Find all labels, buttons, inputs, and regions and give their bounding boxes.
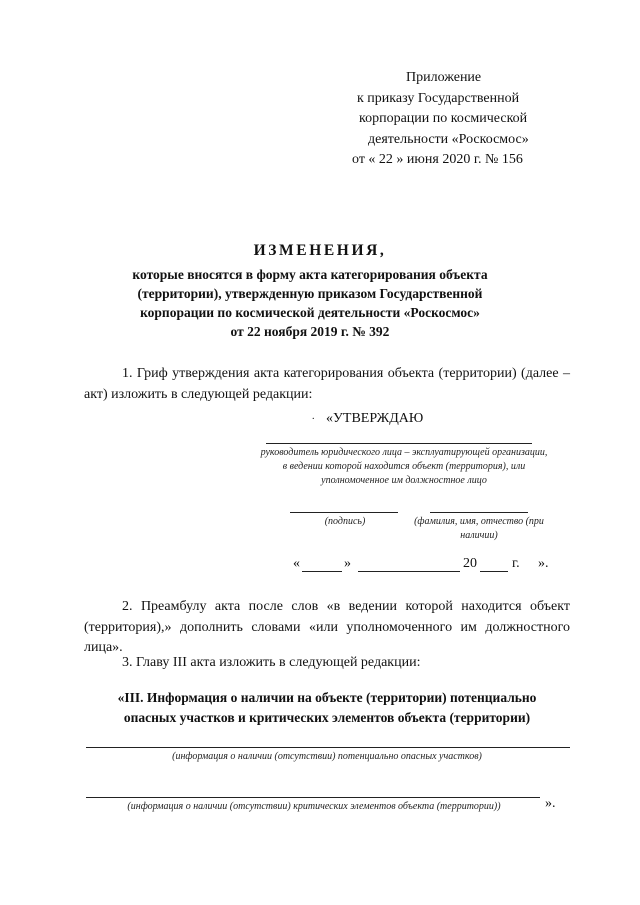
appendix-line: корпорации по космической xyxy=(359,111,528,126)
critical-elements-line xyxy=(86,797,540,798)
approval-label xyxy=(312,411,424,427)
section-heading xyxy=(84,688,570,727)
section-heading-line: «III. Информация о наличии на объекте (территории) потенциально xyxy=(117,690,537,705)
paragraph-2-text: 2. Преамбулу акта после слов «в ведении которой находится объект (территория),» дополнить словами «или уполномоченного им должностного лица». xyxy=(84,599,570,655)
date-end: ». xyxy=(538,556,549,571)
appendix-line: к приказу Государственной xyxy=(357,90,520,106)
appendix-block xyxy=(300,68,600,171)
head-note: руководитель юридического лица – эксплуатирующей организации, в ведении которой находится объект (территория), или уполномоченное им должностное лицо xyxy=(260,447,548,486)
subtitle-line: (территории), утвержденную приказом Государственной xyxy=(137,286,483,301)
date-month-line xyxy=(358,571,460,572)
paragraph-3-text: 3. Главу III акта изложить в следующей редакции: xyxy=(122,655,421,670)
subtitle-line: от 22 ноября 2019 г. № 392 xyxy=(230,324,390,339)
critical-elements-note: (информация о наличии (отсутствии) критических элементов объекта (территории)) xyxy=(127,801,501,812)
dangerous-areas-line xyxy=(86,747,570,748)
section-end-quote: ». xyxy=(545,796,556,811)
signature-note: (подпись) xyxy=(324,516,366,527)
date-close-quote: » xyxy=(344,556,351,571)
approval-label-text: «УТВЕРЖДАЮ xyxy=(326,411,424,426)
paragraph-1-text: 1. Гриф утверждения акта категорирования объекта (территории) (далее – акт) изложить в следующей редакции: xyxy=(84,366,570,402)
signature-line xyxy=(290,512,398,513)
document-subtitle xyxy=(100,265,520,341)
fio-line xyxy=(430,512,528,513)
paragraph-3 xyxy=(84,653,570,674)
appendix-line: Приложение xyxy=(406,70,482,85)
date-year-prefix: 20 xyxy=(463,556,477,571)
date-open-quote: « xyxy=(293,556,300,571)
dangerous-areas-note: (информация о наличии (отсутствии) потенциально опасных участков) xyxy=(172,751,482,762)
paragraph-1 xyxy=(84,364,570,405)
section-heading-line: опасных участков и критических элементов объекта (территории) xyxy=(123,709,531,725)
date-year-line xyxy=(480,571,508,572)
appendix-line: от « 22 » июня 2020 г. № 156 xyxy=(352,152,523,167)
fio-note: (фамилия, имя, отчество (при наличии) xyxy=(414,516,544,541)
paragraph-2 xyxy=(84,597,570,659)
approval-dot: . xyxy=(312,411,315,422)
subtitle-line: корпорации по космической деятельности «Роскосмос» xyxy=(140,305,480,320)
date-year-suffix: г. xyxy=(512,556,520,571)
date-day-line xyxy=(302,571,342,572)
appendix-line: деятельности «Роскосмос» xyxy=(368,131,529,147)
head-signature-line xyxy=(266,443,532,444)
subtitle-line: которые вносятся в форму акта категорирования объекта xyxy=(132,267,488,282)
document-title: ИЗМЕНЕНИЯ, xyxy=(253,242,387,259)
